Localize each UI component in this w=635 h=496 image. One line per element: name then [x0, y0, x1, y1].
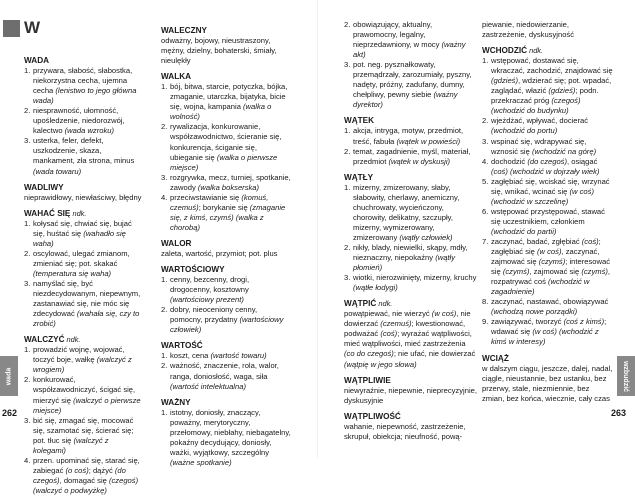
sense — [161, 82, 291, 122]
sense — [482, 297, 613, 317]
headword-text: WĄTPIĆ — [344, 299, 377, 309]
sense — [24, 279, 142, 329]
sense-text: akcja, intryga, motyw, przedmiot, treść, fabuła (wątek w powieści) — [353, 126, 464, 146]
headword-text: WADA — [24, 56, 50, 65]
sense-text: dobry, nieoceniony cenny, pomocny, przydatny (wartościowy człowiek) — [170, 305, 284, 335]
entry — [344, 173, 478, 294]
headword — [344, 376, 478, 386]
sense — [482, 237, 613, 297]
definition-text: niewyraźnie, niepewnie, nieprecyzyjnie, dyskusyjnie — [344, 385, 477, 405]
headword-text: WALOR — [161, 238, 192, 248]
page-number-right: 263 — [611, 408, 627, 418]
definition-text: w dalszym ciągu, jeszcze, dalej, nadal, ciągle, nieustannie, bez ustanku, bez przerwy, stale, niezmiennie, bez zmian, bez końca, wiecznie, cały czas — [482, 363, 613, 403]
sense — [482, 116, 613, 136]
sense-number: 3. — [344, 273, 351, 283]
sense-text: przen. upominać się, starać się, zabiegać (o coś); dążyć (do czegoś), domagać się (czegoś) (walczyć o podwyżkę) — [33, 455, 140, 495]
sense-text: zagłębiać się, wciskać się, wrzynać się, wnikać, wcinać się (w coś) (wchodzić w szczelinę) — [491, 176, 610, 206]
sense — [344, 243, 478, 273]
sense-text: kołysać się, chwiać się, bujać się, huśtać się (wahadło się waha) — [33, 218, 132, 248]
right-thumb-tab — [617, 356, 635, 396]
sense-text: ważność, znaczenie, rola, walor, ranga, doniosłość, waga, siła (wartość intelektualna) — [170, 361, 279, 391]
headword-text: WALCZYĆ — [24, 335, 65, 345]
sense-text: wiotki, nierozwinięty, mizerny, kruchy (wątłe łodygi) — [353, 273, 477, 293]
headword-text: WĄTPLIWOŚĆ — [344, 411, 401, 421]
sense-number: 2. — [161, 122, 168, 132]
sense — [24, 416, 142, 456]
sense-number: 1. — [24, 345, 31, 355]
sense — [24, 106, 142, 136]
right-tab-label: wzbudzić — [622, 360, 630, 392]
sense-number: 2. — [161, 305, 168, 315]
sense-number: 1. — [24, 218, 31, 228]
entry — [161, 26, 291, 66]
sense-number: 4. — [24, 455, 31, 465]
definition-text: nieprawidłowy, niewłaściwy, błędny — [24, 192, 142, 202]
sense-text: wjeżdżać, wpływać, docierać (wchodzić do portu) — [491, 116, 589, 136]
entry — [24, 209, 142, 330]
sense — [482, 317, 613, 347]
sense-number: 2. — [24, 375, 31, 385]
sense — [344, 60, 478, 110]
sense-text: usterka, feler, defekt, uszkodzenie, skaza, mankament, zła strona, minus (wada towaru) — [33, 136, 135, 176]
sense — [24, 66, 142, 106]
sense-number: 3. — [24, 415, 31, 425]
sense-number: 3. — [482, 136, 489, 146]
sense-number: 2. — [161, 361, 168, 371]
sense-text: mizerny, zmizerowany, słaby, słabowity, cherlawy, anemiczny, chuchrowaty, wycieńczony, chorowity, delikatny, szczupły, mizerny, wymizerowany, zmizerowany (wątły człowiek) — [353, 182, 460, 242]
sense-text: istotny, doniosły, znaczący, poważny, merytoryczny, przełomowy, niebłahy, niebagatelny, pokaźny decydujący, doniosły, ważki, wyjątkowy, szczególny (ważne spotkanie) — [170, 407, 291, 467]
definition-text: odważny, bojowy, nieustraszony, mężny, dzielny, bohaterski, śmiały, nieulękły — [161, 36, 277, 66]
sense-text: oscylować, ulegać zmianom, zmieniać się; pot. skakać (temperatura się waha) — [33, 248, 130, 278]
entry — [161, 239, 291, 259]
sense-text: niesprawność, ułomność, upośledzenie, niedorozwój, kalectwo (wada wzroku) — [33, 106, 125, 136]
headword — [344, 412, 478, 422]
sense — [24, 219, 142, 249]
sense-text: koszt, cena (wartość towaru) — [170, 351, 267, 361]
headword-text: WAHAĆ SIĘ — [24, 208, 71, 218]
headword — [344, 299, 478, 309]
sense-text: zaczynać, badać, zgłębiać (coś); zagłębiać się (w coś), zaczynać, zajmować się (czymś); interesować się (czymś), zajmować się (czymś), rozpatrywać coś (wchodzić w zagadnienie) — [491, 236, 611, 297]
headword-text: WADLIWY — [24, 182, 64, 192]
definition-text: zaleta, wartość, przymiot; pot. plus — [161, 248, 278, 258]
sense — [344, 126, 478, 146]
sense — [344, 147, 478, 167]
sense-text: bój, bitwa, starcie, potyczka, bójka, zmaganie, utarczka, bijatyka, bicie się, wojna, kampania (walka o wolność) — [170, 82, 288, 122]
headword-text: WĄTPLIWIE — [344, 375, 391, 385]
sense-number: 1. — [344, 182, 351, 192]
sense-text: rozgrywka, mecz, turniej, spotkanie, zawody (walka bokserska) — [170, 172, 291, 192]
sense — [24, 375, 142, 415]
sense-text: konkurować, współzawodniczyć, ścigać się, mierzyć się (walczyć o pierwsze miejsce) — [33, 375, 141, 415]
entry — [482, 354, 613, 404]
sense-text: temat, zagadnienie, myśl, materiał, przedmiot (wątek w dyskusji) — [353, 146, 471, 166]
column-4 — [482, 20, 613, 404]
sense-number: 9. — [482, 317, 489, 327]
sense-number: 7. — [482, 236, 489, 246]
headword — [482, 46, 613, 56]
entry — [482, 46, 613, 347]
sense-text: cenny, bezcenny, drogi, drogocenny, kosztowny (wartościowy prezent) — [170, 275, 250, 305]
sense — [482, 177, 613, 207]
sense-text: rywalizacja, konkurowanie, współzawodnictwo, ścieranie się, konkurencja, ściganie się, ubieganie się (walka o pierwsze miejsce) — [170, 122, 282, 172]
sense — [161, 305, 291, 335]
grammar-label: ndk. — [376, 299, 393, 309]
sense-text: obowiązujący, aktualny, prawomocny, legalny, nieprzedawniony, w mocy (ważny akt) — [353, 20, 466, 60]
left-tab-label: wada — [5, 367, 13, 385]
headword — [161, 72, 291, 82]
sense-number: 2. — [24, 106, 31, 116]
sense-text: namyślać się, być niezdecydowanym, niepewnym, zastanawiać się, nie móc się zdecydować (wahała się, czy to zrobić) — [33, 278, 141, 329]
headword — [24, 56, 142, 66]
sense — [161, 351, 291, 361]
section-letter: W — [24, 18, 41, 37]
sense-number: 2. — [24, 248, 31, 258]
column-3 — [344, 20, 478, 442]
sense — [482, 56, 613, 116]
sense — [24, 345, 142, 375]
sense — [161, 275, 291, 305]
left-thumb-tab — [0, 356, 18, 396]
sense — [344, 20, 478, 60]
sense-number: 4. — [161, 192, 168, 202]
headword — [344, 116, 478, 126]
sense-text: przywara, słabość, słabostka, niekorzystna cecha, ujemna cecha (lenistwo to jego główna wada) — [33, 66, 137, 106]
page-number-left: 262 — [2, 408, 18, 418]
sense — [161, 408, 291, 468]
headword — [161, 26, 291, 36]
sense — [24, 136, 142, 176]
sense-number: 8. — [482, 297, 489, 307]
definition-text: wahanie, niepewność, zastrzeżenie, skrupuł, obiekcja; nieufność, pową- — [344, 421, 466, 441]
sense-number: 1. — [344, 126, 351, 136]
sense-text: pot. neg. pysznałkowaty, przemądrzały, zarozumiały, pyszny, nadęty, próżny, zadufany, dumny, chełpliwy, pewny siebie (ważny dyrektor) — [353, 60, 472, 110]
sense-number: 5. — [482, 176, 489, 186]
headword-text: WARTOŚĆ — [161, 341, 203, 351]
sense-number: 1. — [482, 56, 489, 66]
entry — [161, 341, 291, 391]
sense — [344, 183, 478, 243]
letter-marker — [3, 20, 20, 37]
sense-number: 1. — [161, 407, 168, 417]
sense-number: 2. — [482, 116, 489, 126]
sense — [482, 137, 613, 157]
entry — [344, 116, 478, 166]
grammar-label: ndk. — [527, 46, 544, 56]
entry — [344, 376, 478, 406]
entry — [344, 20, 478, 110]
definition-text: powątpiewać, nie wierzyć (w coś), nie dowierzać (czemuś); kwestionować, podważać (coś); wyrażać wątpliwości, mieć wątpliwości, mieć zastrzeżenia (co do czegoś); nie ufać, nie dowierzać (wątpię w jego słowa) — [344, 309, 476, 369]
sense-text: zawiązywać, tworzyć (coś z kimś); wdawać się (w coś) (wchodzić z kimś w interesy) — [491, 317, 607, 347]
sense-number: 1. — [161, 275, 168, 285]
column-2 — [161, 20, 291, 468]
headword-text: WAŻNY — [161, 397, 191, 407]
entry — [482, 20, 613, 40]
grammar-label: ndk. — [64, 335, 81, 345]
sense-number: 3. — [161, 172, 168, 182]
headword — [24, 209, 142, 219]
sense-number: 1. — [161, 82, 168, 92]
sense-number: 3. — [24, 136, 31, 146]
sense — [24, 456, 142, 496]
sense-text: prowadzić wojnę, wojować, toczyć boje, wałkę (walczyć z wrogiem) — [33, 345, 132, 375]
headword — [24, 183, 142, 193]
headword — [344, 173, 478, 183]
headword — [161, 341, 291, 351]
headword-text: WCIĄŻ — [482, 353, 509, 363]
sense-number: 2. — [344, 20, 351, 29]
sense-text: wspinać się, wdrapywać się, wznosić się (wchodzić na górę) — [491, 136, 597, 156]
headword — [24, 335, 142, 345]
headword — [161, 265, 291, 275]
sense-number: 4. — [482, 156, 489, 166]
sense-text: wstępować, dostawać się, wkraczać, zachodzić, znajdować się (gdzieś), wdzierać się; pot. wpadać, zaglądać, włazić (gdzieś); podn. przekraczać próg (czegoś) (wchodzić do budynku) — [491, 56, 613, 116]
sense — [344, 273, 478, 293]
sense — [24, 249, 142, 279]
headword-text: WARTOŚCIOWY — [161, 265, 225, 275]
entry — [344, 299, 478, 369]
definition-text: piewanie, niedowierzanie, zastrzeżenie, dyskusyjność — [482, 20, 575, 40]
sense-number: 2. — [344, 146, 351, 156]
sense-text: bić się, zmagać się, mocować się, szamotać się, ścierać się; pot. tłuc się (walczyć z kolegami) — [33, 415, 134, 455]
entry — [344, 412, 478, 442]
gutter — [317, 0, 318, 458]
sense-text: zaczynać, nastawać, obowiązywać (wchodzą nowe porządki) — [491, 297, 609, 317]
headword — [161, 239, 291, 249]
entry — [24, 183, 142, 203]
sense-text: przeciwstawianie się (komuś, czemuś); borykanie się (zmaganie się, z kimś, czymś) (walka z chorobą) — [170, 192, 286, 232]
sense-text: wstępować przystępować, stawać się uczestnikiem, członkiem (wchodzić do partii) — [491, 206, 605, 236]
sense-text: dochodzić (do czegoś), osiągać (coś) (wchodzić w dojrzały wiek) — [491, 156, 600, 176]
sense-number: 3. — [344, 60, 351, 70]
sense — [161, 361, 291, 391]
entry — [24, 56, 142, 177]
sense-number: 1. — [24, 66, 31, 76]
grammar-label: ndk. — [70, 208, 87, 218]
sense — [161, 173, 291, 193]
headword-text: WALKA — [161, 72, 192, 82]
entry — [161, 265, 291, 335]
sense-number: 3. — [24, 278, 31, 288]
headword — [161, 398, 291, 408]
sense-number: 2. — [344, 242, 351, 252]
sense — [161, 193, 291, 233]
column-1 — [24, 56, 142, 496]
headword-text: WCHODZIĆ — [482, 46, 528, 56]
sense-number: 1. — [161, 351, 168, 361]
sense — [482, 157, 613, 177]
entry — [24, 335, 142, 496]
sense-number: 6. — [482, 206, 489, 216]
entry — [161, 398, 291, 468]
headword — [482, 354, 613, 364]
sense — [161, 122, 291, 172]
sense-text: nikły, blady, niewielki, skąpy, mdły, nieznaczny, niepokaźny (wątły płomień) — [353, 242, 468, 273]
sense — [482, 207, 613, 237]
headword-text: WĄTEK — [344, 116, 375, 126]
headword-text: WĄTŁY — [344, 172, 374, 182]
headword-text: WALECZNY — [161, 26, 207, 35]
entry — [161, 72, 291, 233]
